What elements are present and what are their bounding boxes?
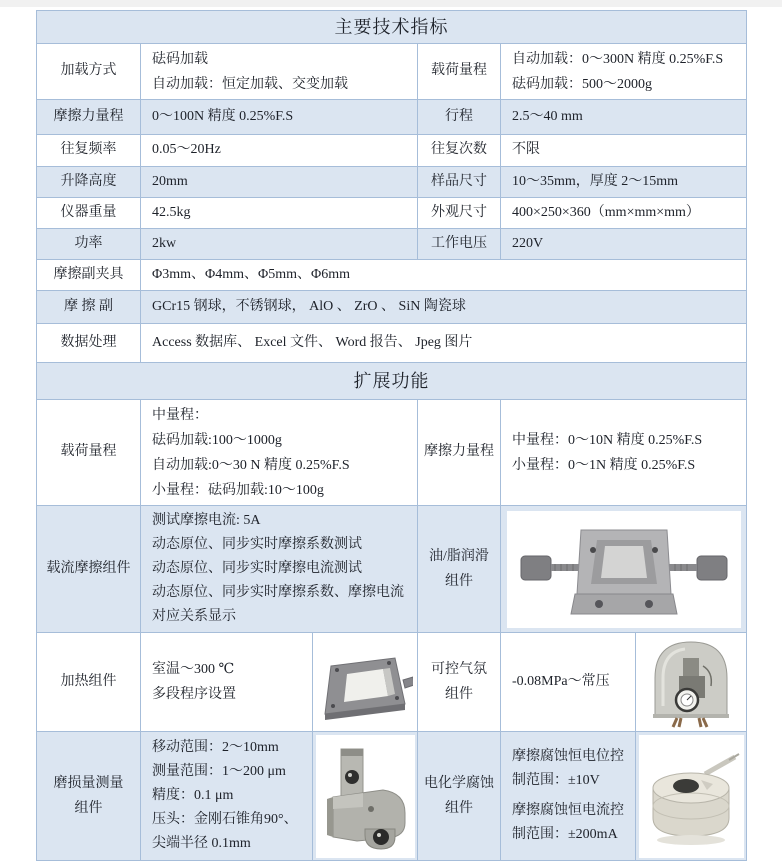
electrochemical-corrosion-cell-photo bbox=[641, 744, 741, 848]
table-row bbox=[37, 633, 747, 732]
spec-value: 中量程：0～10N 精度 0.25%F.S 小量程：0～1N 精度 0.25%F.S bbox=[501, 400, 747, 506]
table-row bbox=[37, 400, 747, 506]
table-row bbox=[37, 135, 747, 167]
table-row bbox=[37, 260, 747, 291]
spec-label: 工作电压 bbox=[418, 229, 501, 260]
spec-value: 移动范围：2～10mm 测量范围：1～200 μm 精度：0.1 μm 压头：金刚石锥角90°、尖端半径 0.1mm bbox=[141, 732, 313, 861]
section-header-row bbox=[37, 11, 747, 44]
spec-label: 样品尺寸 bbox=[418, 167, 501, 198]
table-row bbox=[37, 291, 747, 324]
table-row bbox=[37, 732, 747, 861]
spec-label: 可控气氛 组件 bbox=[418, 633, 501, 732]
spec-value: 0～100N 精度 0.25%F.S bbox=[141, 100, 418, 135]
spec-label: 加热组件 bbox=[37, 633, 141, 732]
spec-value: 10～35mm，厚度 2～15mm bbox=[501, 167, 747, 198]
spec-value: 测试摩擦电流: 5A 动态原位、同步实时摩擦系数测试 动态原位、同步实时摩擦电流测试 动态原位、同步实时摩擦系数、摩擦电流对应关系显示 bbox=[141, 506, 418, 633]
spec-value: 不限 bbox=[501, 135, 747, 167]
spec-value: 220V bbox=[501, 229, 747, 260]
spec-label: 摩擦力量程 bbox=[418, 400, 501, 506]
spec-label: 行程 bbox=[418, 100, 501, 135]
table-row bbox=[37, 44, 747, 100]
spec-label: 仪器重量 bbox=[37, 198, 141, 229]
main-section-title: 主要技术指标 bbox=[37, 11, 747, 44]
spec-value: 砝码加载 自动加载：恒定加载、交变加载 bbox=[141, 44, 418, 100]
photo-cell bbox=[313, 732, 418, 861]
table-row bbox=[37, 100, 747, 135]
photo-cell bbox=[636, 732, 747, 861]
table-row bbox=[37, 324, 747, 363]
spec-value: -0.08MPa～常压 bbox=[501, 633, 636, 732]
spec-label: 摩擦副夹具 bbox=[37, 260, 141, 291]
table-row bbox=[37, 167, 747, 198]
spec-value: GCr15 钢球，不锈钢球， AlO 、 ZrO 、 SiN 陶瓷球 bbox=[141, 291, 747, 324]
spec-value: 0.05～20Hz bbox=[141, 135, 418, 167]
ext-section-title: 扩展功能 bbox=[37, 363, 747, 400]
spec-label: 外观尺寸 bbox=[418, 198, 501, 229]
spec-label: 摩 擦 副 bbox=[37, 291, 141, 324]
photo-cell bbox=[501, 506, 747, 633]
spec-table bbox=[36, 10, 747, 861]
spec-label: 往复频率 bbox=[37, 135, 141, 167]
spec-label: 功率 bbox=[37, 229, 141, 260]
heating-plate-photo bbox=[317, 638, 413, 726]
table-row bbox=[37, 229, 747, 260]
spec-label: 往复次数 bbox=[418, 135, 501, 167]
spec-value: 42.5kg bbox=[141, 198, 418, 229]
spec-value: 2kw bbox=[141, 229, 418, 260]
spec-label: 载荷量程 bbox=[37, 400, 141, 506]
spec-value: 摩擦腐蚀恒电位控制范围：±10V 摩擦腐蚀恒电流控制范围：±200mA bbox=[501, 732, 636, 861]
photo-cell bbox=[313, 633, 418, 732]
spec-label: 磨损量测量 组件 bbox=[37, 732, 141, 861]
section-header-row bbox=[37, 363, 747, 400]
spec-value: 2.5～40 mm bbox=[501, 100, 747, 135]
spec-label: 升降高度 bbox=[37, 167, 141, 198]
table-row bbox=[37, 506, 747, 633]
controlled-atmosphere-bell-jar-photo bbox=[641, 636, 741, 728]
table-row bbox=[37, 198, 747, 229]
photo-cell bbox=[636, 633, 747, 732]
spec-value: 400×250×360（mm×mm×mm） bbox=[501, 198, 747, 229]
spec-label: 电化学腐蚀 组件 bbox=[418, 732, 501, 861]
wear-measurement-sensor-photo bbox=[319, 737, 411, 855]
spec-value: Φ3mm、Φ4mm、Φ5mm、Φ6mm bbox=[141, 260, 747, 291]
page-top-strip bbox=[0, 0, 782, 7]
spec-value: 中量程： 砝码加载:100～1000g 自动加载:0～30 N 精度 0.25%F.S 小量程：砝码加载:10～100g bbox=[141, 400, 418, 506]
spec-value: 自动加载：0～300N 精度 0.25%F.S 砝码加载：500～2000g bbox=[501, 44, 747, 100]
spec-label: 载流摩擦组件 bbox=[37, 506, 141, 633]
spec-label: 数据处理 bbox=[37, 324, 141, 363]
spec-value: 20mm bbox=[141, 167, 418, 198]
spec-label: 油/脂润滑 组件 bbox=[418, 506, 501, 633]
spec-label: 载荷量程 bbox=[418, 44, 501, 100]
spec-value: Access 数据库、 Excel 文件、 Word 报告、 Jpeg 图片 bbox=[141, 324, 747, 363]
spec-value: 室温～300 ℃ 多段程序设置 bbox=[141, 633, 313, 732]
oil-grease-lubrication-fixture-photo bbox=[519, 516, 729, 622]
spec-label: 加载方式 bbox=[37, 44, 141, 100]
spec-label: 摩擦力量程 bbox=[37, 100, 141, 135]
